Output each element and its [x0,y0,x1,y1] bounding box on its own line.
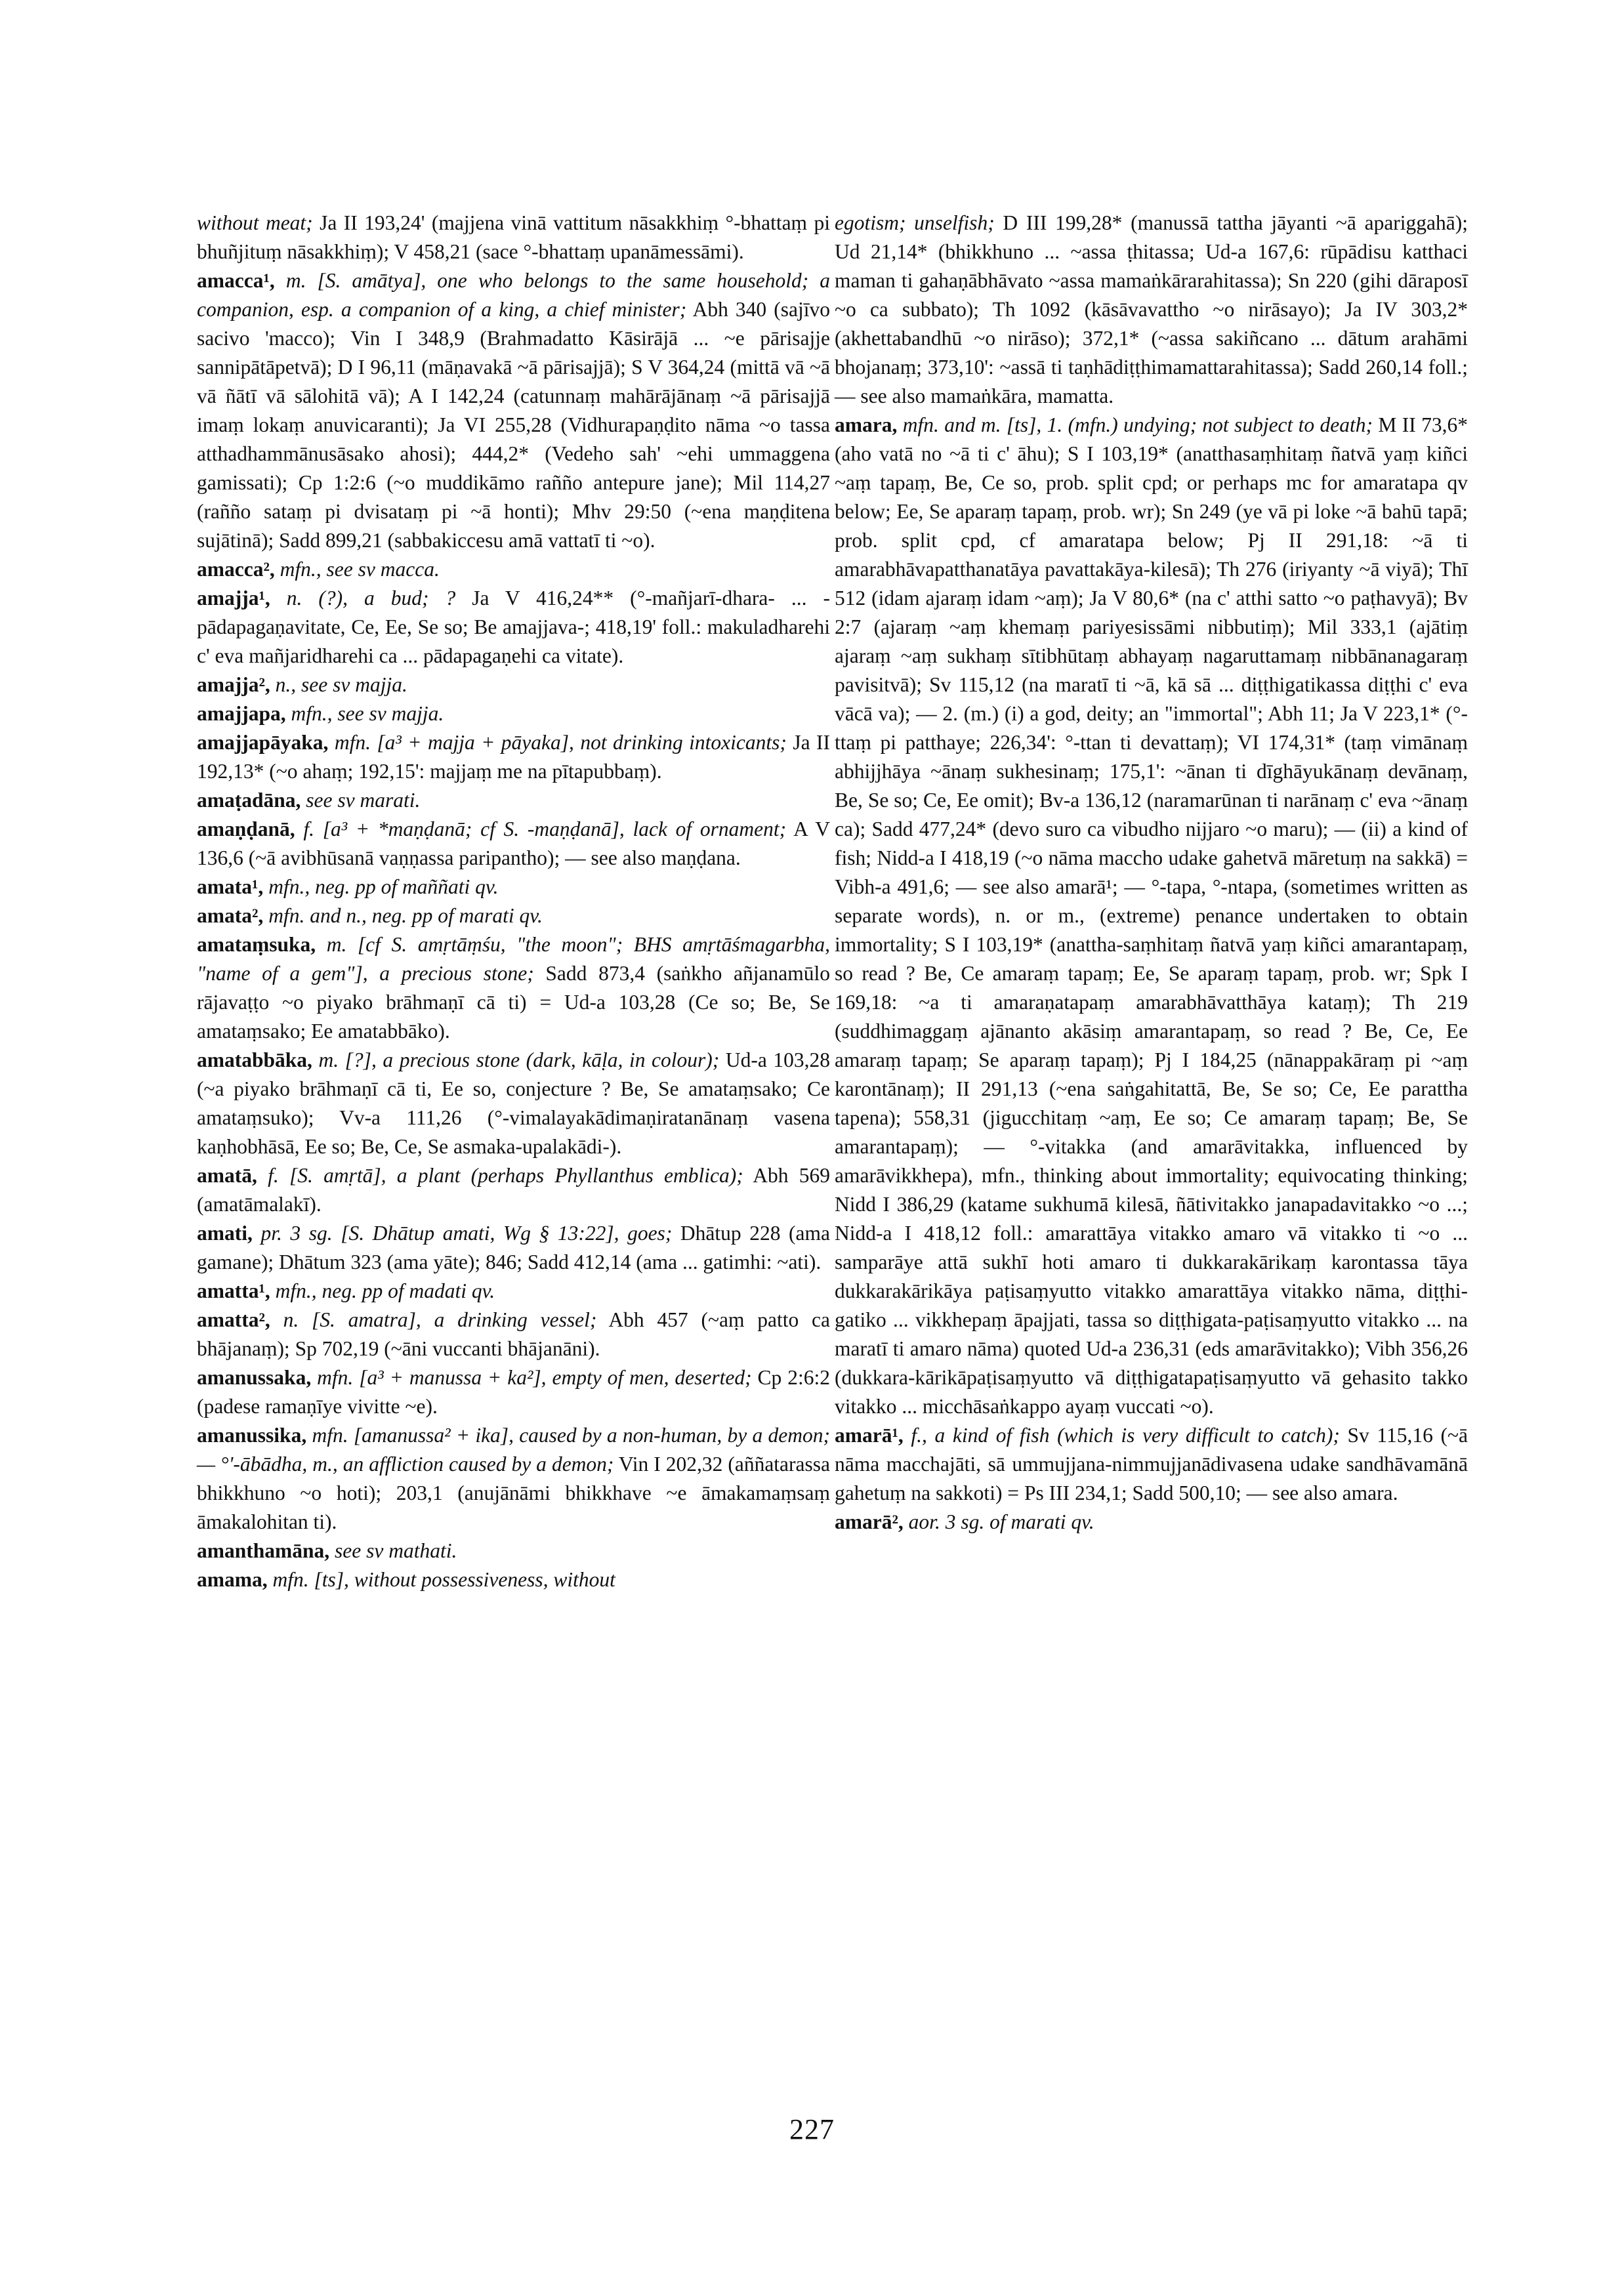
dictionary-entry [197,815,830,873]
entry-headword: amarā², [835,1510,904,1533]
entry-citations: Abh 457 (~aṃ patto ca bhājanaṃ); Sp 702,19 (~āni vuccanti bhājanāni). [197,1308,830,1360]
dictionary-entry [197,584,830,671]
entry-headword: amara, [835,413,898,436]
entry-definition: mfn., neg. pp of madati qv. [270,1279,495,1302]
entry-headword: amaṭadāna, [197,789,301,812]
entry-definition: pr. 3 sg. [S. Dhātup amati, Wg § 13:22], goes; [252,1222,673,1245]
dictionary-entry [197,209,830,266]
left-column [197,209,830,1594]
dictionary-entry [197,266,830,555]
entry-citations: Cp 2:6:2 (padese ramaṇīye vivitte ~e). [197,1366,830,1418]
entry-headword: amacca², [197,558,275,581]
dictionary-entry [197,1277,830,1306]
entry-definition: mfn. [amanussa² + ika], caused by a non-human, by a demon; — °'-ābādha, m., an affliction caused by a demon; [197,1424,830,1476]
entry-headword: amajja¹, [197,587,270,610]
dictionary-entry [197,786,830,815]
entry-citations: Sv 115,16 (~ā nāma macchajāti, sā ummujjana-nimmujjanādivasena udake sandhāvamānā gahetuṃ na sakkoti) = Ps III 234,1; Sadd 500,10; — see also amara. [835,1424,1468,1504]
dictionary-entry [197,873,830,901]
entry-headword: amajjapa, [197,702,286,725]
entry-citations: Abh 569 (amatāmalakī). [197,1164,830,1216]
entry-headword: amama, [197,1568,268,1591]
dictionary-entry [835,1421,1468,1508]
entry-definition: see sv marati. [301,789,421,812]
dictionary-entry [197,901,830,930]
entry-headword: amataṃsuka, [197,933,316,956]
entry-definition: mfn. and m. [ts], 1. (mfn.) undying; not subject to death; [897,413,1373,436]
entry-headword: amarā¹, [835,1424,904,1447]
entry-citations: Ja V 416,24** (°-mañjarī-dhara- ... -pādapagaṇavitate, Ce, Ee, Se so; Be amajjava-; 418,19' foll.: makuladharehi c' eva mañjaridharehi ca ... pādapagaṇehi ca vitate). [197,587,830,667]
entry-definition: m. [cf S. amṛtāṃśu, "the moon"; BHS amṛtāśmagarbha, "name of a gem"], a precious stone; [197,933,830,985]
entry-definition: see sv mathati. [329,1539,457,1562]
entry-headword: amaṇḍanā, [197,817,295,840]
dictionary-entry [197,1565,830,1594]
entry-headword: amanussika, [197,1424,307,1447]
entry-definition: mfn., see sv majja. [285,702,444,725]
entry-citations: Abh 340 (sajīvo sacivo 'macco); Vin I 348,9 (Brahmadatto Kāsirājā ... ~e pārisajje sannipātāpetvā); D I 96,11 (māṇavakā ~ā pārisajjā); S V 364,24 (mittā vā ~ā vā ñātī vā sālohitā vā); A I 142,24 (catunnaṃ mahārājānaṃ ~ā pārisajjā imaṃ lokaṃ anuvicaranti); Ja VI 255,28 (Vidhurapaṇḍito nāma ~o tassa atthadhammānusāsako ahosi); 444,2* (Vedeho sah' ~ehi ummaggena gamissati); Cp 1:2:6 (~o muddikāmo rañño antepure jane); Mil 114,27 (rañño sataṃ pi dvisataṃ pi ~ā honti); Mhv 29:50 (~ena maṇḍitena sujātinā); Sadd 899,21 (sabbakiccesu amā vattatī ti ~o). [197,298,830,552]
entry-headword: amajjapāyaka, [197,731,329,754]
entry-citations: Ja II 192,13* (~o ahaṃ; 192,15': majjaṃ me na pītapubbaṃ). [197,731,830,783]
entry-definition: without meat; [197,211,313,234]
dictionary-entry [197,671,830,699]
dictionary-entry [835,1508,1468,1537]
entry-headword: amajja², [197,673,270,696]
entry-definition: n., see sv majja. [270,673,407,696]
dictionary-entry [197,1046,830,1161]
entry-headword: amacca¹, [197,269,275,292]
dictionary-entry [835,411,1468,1421]
entry-headword: amata², [197,904,264,927]
entry-definition: mfn. [a³ + majja + pāyaka], not drinking intoxicants; [328,731,787,754]
entry-definition: aor. 3 sg. of marati qv. [903,1510,1094,1533]
entry-headword: amatā, [197,1164,257,1187]
entry-headword: amatta¹, [197,1279,270,1302]
dictionary-entry [197,555,830,584]
entry-headword: amanthamāna, [197,1539,330,1562]
entry-definition: mfn. and n., neg. pp of marati qv. [263,904,543,927]
entry-citations: Dhātup 228 (ama gamane); Dhātum 323 (ama yāte); 846; Sadd 412,14 (ama ... gatimhi: ~ati). [197,1222,830,1273]
dictionary-entry [835,209,1468,411]
entry-citations: Vin I 202,32 (aññatarassa bhikkhuno ~o hoti); 203,1 (anujānāmi bhikkhave ~e āmakamaṃsaṃ āmakalohitan ti). [197,1453,831,1533]
dictionary-entry [197,728,830,786]
entry-definition: mfn. [ts], without possessiveness, without [267,1568,615,1591]
dictionary-entry [197,699,830,728]
entry-citations: Ja II 193,24' (majjena vinā vattitum nāsakkhiṃ °-bhattaṃ pi bhuñjituṃ nāsakkhiṃ); V 458,21 (sace °-bhattaṃ upanāmessāmi). [197,211,830,263]
dictionary-entry [197,1421,830,1537]
entry-definition: m. [S. amātya], one who belongs to the same household; a companion, esp. a companion of a king, a chief minister; [197,269,830,321]
page-number: 227 [789,2113,835,2145]
entry-citations: A V 136,6 (~ā avibhūsanā vaṇṇassa paripantho); — see also maṇḍana. [197,817,830,869]
dictionary-entry [197,1161,830,1219]
dictionary-entry [197,930,830,1046]
dictionary-entry [197,1306,830,1363]
dictionary-entry [197,1537,830,1565]
entry-definition: f. [a³ + *maṇḍanā; cf S. -maṇḍanā], lack of ornament; [295,817,787,840]
entry-citations: D III 199,28* (manussā tattha jāyanti ~ā apariggahā); Ud 21,14* (bhikkhuno ... ~assa ṭhitassa; Ud-a 167,6: rūpādisu katthaci maman ti gahaṇābhāvato ~assa mamaṅkārarahitassa); Sn 220 (gihi dāraposī ~o ca subbato); Th 1092 (kāsāvavattho ~o nirāsayo); Ja IV 303,2* (akhettabandhū ~o nirāso); 372,1* (~assa sakiñcano ... dātum arahāmi bhojanaṃ; 373,10': ~assā ti taṇhādiṭṭhimamattarahitassa); Sadd 260,14 foll.; — see also mamaṅkāra, mamatta. [835,211,1468,407]
entry-citations: M II 73,6* (aho vatā no ~ā ti c' āhu); S I 103,19* (anatthasaṃhitaṃ ñatvā yaṃ kiñci ~aṃ tapaṃ, Be, Ce so, prob. split cpd; or perhaps mc for amaratapa qv below; Ee, Se aparaṃ tapaṃ, prob. wr); Sn 249 (ye vā pi loke ~ā bahū tapā; prob. split cpd, cf amaratapa below; Pj II 291,18: ~ā ti amarabhāvapatthanatāya pavattakāya-kilesā); Th 276 (iriyanty ~ā viyā); Thī 512 (idam ajaraṃ idam ~aṃ); Ja V 80,6* (na c' atthi satto ~o paṭhavyā); Bv 2:7 (ajaraṃ ~aṃ khemaṃ pariyesissāmi nibbutiṃ); Mil 333,1 (ajātiṃ ajaraṃ ~aṃ sukhaṃ sītibhūtaṃ abhayaṃ nagaruttamaṃ nibbānanagaraṃ pavisitvā); Sv 115,12 (na maratī ti ~ā, kā sā ... diṭṭhigatikassa diṭṭhi c' eva vācā va); — 2. (m.) (i) a god, deity; an "immortal"; Abh 11; Ja V 223,1* (°-ttaṃ pi patthaye; 226,34': °-ttan ti devattaṃ); VI 174,31* (taṃ vimānaṃ abhijjhāya ~ānaṃ sukhesinaṃ; 175,1': ~ānan ti dīghāyukānaṃ devānaṃ, Be, Se so; Ce, Ee omit); Bv-a 136,12 (naramarūnan ti narānaṃ c' eva ~ānaṃ ca); Sadd 477,24* (devo suro ca vibudho nijjaro ~o maru); — (ii) a kind of fish; Nidd-a I 418,19 (~o nāma maccho udake gahetvā māretuṃ na sakkā) = Vibh-a 491,6; — see also amarā¹; — °-tapa, °-ntapa, (sometimes written as separate words), n. or m., (extreme) penance undertaken to obtain immortality; S I 103,19* (anattha-saṃhitaṃ ñatvā yaṃ kiñci amarantapaṃ, so read ? Be, Ce amaraṃ tapaṃ; Ee, Se aparaṃ tapaṃ, prob. wr; Spk I 169,18: ~a ti amaraṇatapaṃ amarabhāvatthāya kataṃ); Th 219 (suddhimaggaṃ ajānanto akāsiṃ amarantapaṃ, so read ? Be, Ce, Ee amaraṃ tapaṃ; Se aparaṃ tapaṃ); Pj I 184,25 (nānappakāraṃ pi ~aṃ karontānaṃ); II 291,13 (~ena saṅgahitattā, Be, Se so; Ce, Ee parattha tapena); 558,31 (jigucchitaṃ ~aṃ, Ee so; Ce amaraṃ tapaṃ; Be, Se amarantapaṃ); — °-vitakka (and amarāvitakka, influenced by amarāvikkhepa), mfn., thinking about immortality; equivocating thinking; Nidd I 386,29 (katame sukhumā kilesā, ñātivitakko janapadavitakko ~o ...; Nidd-a I 418,12 foll.: amarattāya vitakko amaro vā vitakko ti ~o ... samparāye attā sukhī hoti amaro ti dukkarakārikaṃ karontassa tāya dukkarakārikāya paṭisaṃyutto vitakko amarattāya vitakko nāma, diṭṭhi-gatiko ... vikkhepaṃ āpajjati, tassa so diṭṭhigata-paṭisaṃyutto vitakko ... na maratī ti amaro nāma) quoted Ud-a 236,31 (eds amarāvitakko); Vibh 356,26 (dukkara-kārikāpaṭisaṃyutto vā diṭṭhigatapaṭisaṃyutto vā gehasito takko vitakko ... micchāsaṅkappo ayaṃ vuccati ~o). [835,413,1468,1418]
entry-headword: amatta², [197,1308,270,1331]
entry-definition: n. [S. amatra], a drinking vessel; [270,1308,597,1331]
entry-definition: n. (?), a bud; ? [270,587,456,610]
entry-definition: f. [S. amṛtā], a plant (perhaps Phyllanthus emblica); [257,1164,743,1187]
entry-definition: f., a kind of fish (which is very difficult to catch); [903,1424,1340,1447]
entry-definition: mfn. [a³ + manussa + ka²], empty of men, deserted; [311,1366,752,1389]
entry-definition: m. [?], a precious stone (dark, kāḷa, in colour); [312,1048,720,1071]
entry-headword: amata¹, [197,875,264,898]
dictionary-entry [197,1219,830,1277]
dictionary-entry [197,1363,830,1421]
entry-headword: amatabbāka, [197,1048,312,1071]
entry-headword: amati, [197,1222,253,1245]
entry-citations: Sadd 873,4 (saṅkho añjanamūlo rājavaṭṭo ~o piyako brāhmaṇī cā ti) = Ud-a 103,28 (Ce so; Be, Se amataṃsako; Ee amatabbāko). [197,962,830,1043]
entry-definition: mfn., see sv macca. [274,558,440,581]
entry-definition: mfn., neg. pp of maññati qv. [263,875,499,898]
right-column [835,209,1468,1537]
entry-citations: Ud-a 103,28 (~a piyako brāhmaṇī cā ti, Ee so, conjecture ? Be, Se amataṃsako; Ce amataṃsuko); Vv-a 111,26 (°-vimalayakādimaṇiratanānaṃ vasena kaṇhobhāsā, Ee so; Be, Ce, Se asmaka-upalakādi-). [197,1048,830,1158]
entry-headword: amanussaka, [197,1366,312,1389]
entry-definition: egotism; unselfish; [835,211,995,234]
